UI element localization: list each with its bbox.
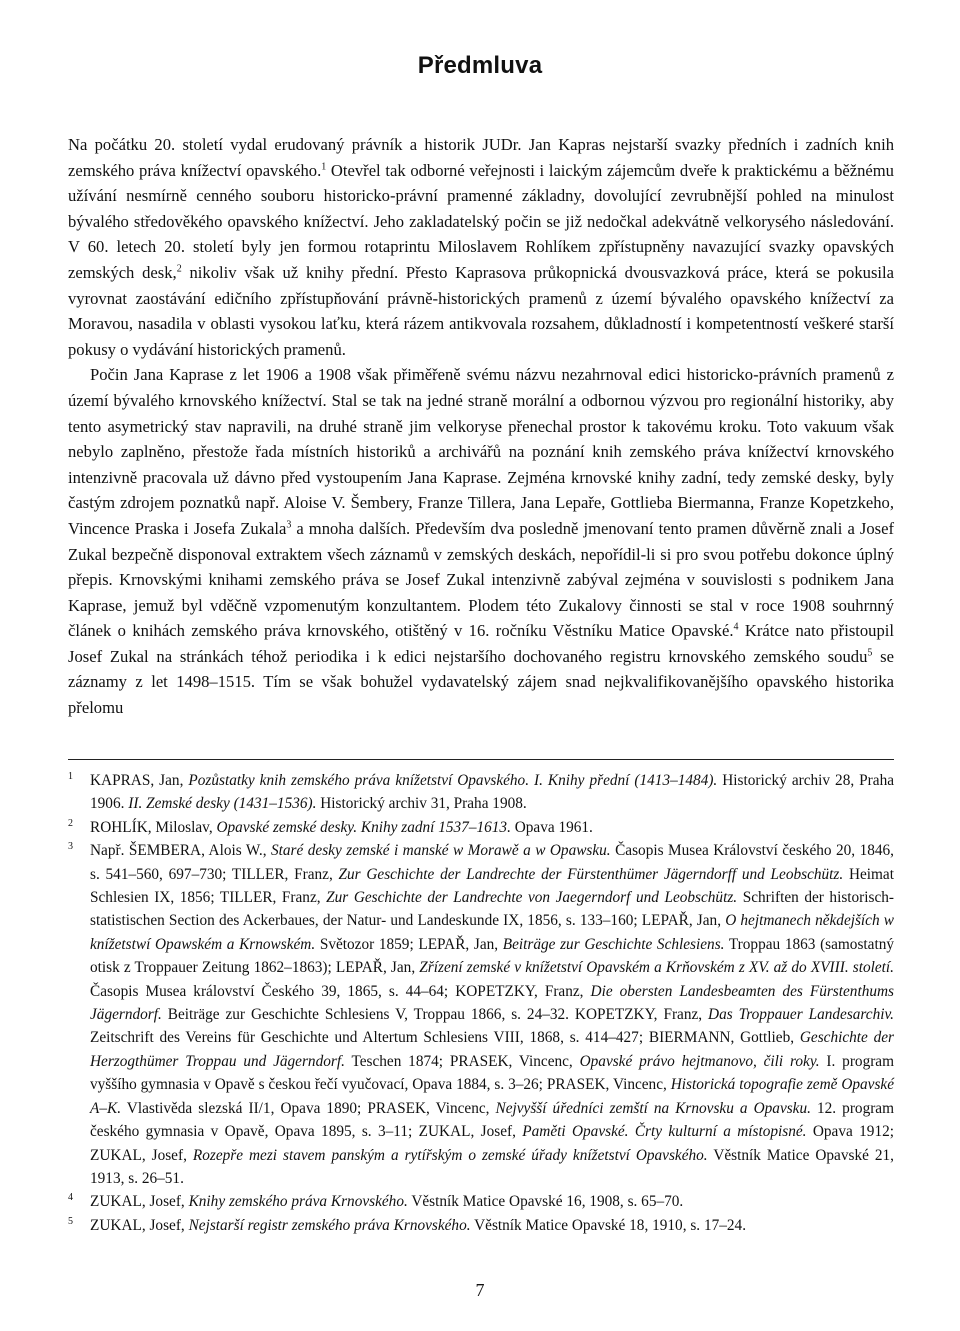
footnote-title: Historická topografie země Opavské A–K. xyxy=(90,1076,894,1117)
footnote xyxy=(68,769,894,816)
footnote-title: Beiträge zur Geschichte Schlesiens. xyxy=(502,935,725,953)
footnote-text: Světozor 1859; LEPAŘ, Jan, xyxy=(315,935,503,953)
footnote-title: Nejstarší registr zemského práva Krnovského. xyxy=(188,1216,471,1234)
footnote-text: Časopis Musea Království českého 20, 1846, s. 541–560, 697–730; TILLER, Franz, xyxy=(90,842,894,883)
text-run: nikoliv však už knihy přední. Přesto Kaprasova průkopnická dvousvazková práce, která se pokusila vyrovnat zaostávání edičního zpřístupňování právně-historických pramenů z území bývalého opavského knížectví za Moravou, nasadila v oblasti vysokou laťku, která rázem antikvovala rozsahem, důkladností i kompetentností veškeré starší pokusy o vydávání historických pramenů. xyxy=(68,262,894,359)
footnote-title: Zur Geschichte der Landrechte von Jaegerndorf und Leobschütz. xyxy=(326,889,738,907)
footnote-text: Teschen 1874; PRASEK, Vincenc, xyxy=(344,1052,580,1070)
footnote-text: Historický archiv 31, Praha 1908. xyxy=(316,795,527,813)
footnote-title: Zřízení zemské v knížetství Opavském a Krňovském z XV. až do XVIII. století. xyxy=(419,959,895,977)
footnote-ref[interactable]: 4 xyxy=(733,621,739,633)
footnote-text: Heimat Schlesien IX, 1856; TILLER, Franz, xyxy=(90,865,894,907)
footnote-separator xyxy=(68,759,894,760)
footnote-title: Rozepře mezi stavem panským a rytířským o zemské úřady knížetství Opavského. xyxy=(192,1146,708,1164)
footnote-text: ZUKAL, Josef, xyxy=(90,1216,189,1234)
footnote-text: Věstník Matice Opavské 16, 1908, s. 65–70. xyxy=(407,1193,684,1211)
footnote-title: Nejvyšší úředníci zemští na Krnovsku a Opavsku. xyxy=(495,1099,811,1117)
text-run: Počin Jana Kaprase z let 1906 a 1908 však přiměřeně svému názvu nezahrnoval edici historicko-právních pramenů z území bývalého krnovského knížectví. Stal se tak na jedné straně morální a odbornou výzvou pro regionální historiky, aby tento asymetrický stav napravili, na druhé straně jim velkoryse přenechal prostor k takovému kroku. Toto vakuum však nebylo zaplněno, přestože řada místních historiků a archivářů na poznání knih zemského práva knížectví krnovského intenzivně pracovala už dávno před vystoupením Jana Kaprase. Zejména krnovské knihy zadní, tedy zemské desky, byly častým zdrojem poznatků např. Aloise V. Šembery, Franze Tillera, Jana Lepaře, Gottlieba Biermanna, Franze Kopetzkeho, Vincence Praska i Josefa Zukala xyxy=(68,365,894,538)
footnote-number: 4 xyxy=(68,1192,73,1204)
footnote-title: Knihy zemského práva Krnovského. xyxy=(188,1193,408,1211)
footnote-title: O hejtmanech někdejších w knížetstwí Opawském a Krnowském. xyxy=(90,912,894,953)
footnote-text: I. program vyššího gymnasia v Opavě s českou řečí vyučovací, Opava 1884, s. 3–26; PRASEK, Vincenc, xyxy=(90,1052,894,1094)
footnote-title: Staré desky zemské i manské w Morawě a w Opawsku. xyxy=(271,842,611,860)
page-number: 7 xyxy=(475,1280,485,1300)
paragraph xyxy=(68,362,894,720)
footnote-title: Paměti Opavské. Črty kulturní a místopisné. xyxy=(522,1123,807,1141)
footnote-ref[interactable]: 5 xyxy=(867,647,873,659)
text-run: Otevřel tak odborné veřejnosti i laickým zájemcům dveře k praktickému a běžnému užívání nesmírně cenného souboru historicko-právní pramenné základny, dovolující zevrubnější pohled na minulost bývalého středověkého opavského knížectví. Jeho zakladatelský počin se již nedočkal adekvátně velkorysého následování. V 60. letech 20. století byly jen formou rotaprintu Miloslavem Rohlíkem zpřístupněny navazující svazky opavských zemských desk, xyxy=(68,160,894,282)
footnote-number: 1 xyxy=(68,771,73,782)
footnote-title: Das Troppauer Landesarchiv. xyxy=(708,1006,894,1024)
footnote-number: 3 xyxy=(68,841,73,853)
footnote-text: Vlastivěda slezská II/1, Opava 1890; PRASEK, Vincenc, xyxy=(121,1099,496,1117)
footnote-number: 5 xyxy=(68,1215,73,1227)
footnote-title: Opavské zemské desky. Knihy zadní 1537–1613. xyxy=(216,818,511,836)
footnote-title: Geschichte der Herzogthümer Troppau und Jägerndorf. xyxy=(90,1029,895,1070)
footnote-text: Věstník Matice Opavské 21, 1913, s. 26–51. xyxy=(90,1146,894,1187)
footnote-text: ROHLÍK, Miloslav, xyxy=(90,818,217,836)
footnote-text: Troppau 1863 (samostatný otisk z Troppauer Zeitung 1862–1863); LEPAŘ, Jan, xyxy=(90,935,894,977)
footnote-text: Beiträge zur Geschichte Schlesiens V, Troppau 1866, s. 24–32. KOPETZKY, Franz, xyxy=(161,1006,709,1024)
footnote-text: ZUKAL, Josef, xyxy=(90,1193,189,1211)
footnote-ref[interactable]: 2 xyxy=(176,263,182,275)
footnote xyxy=(68,1214,894,1237)
footnote xyxy=(68,816,894,839)
footnote-text: Opava 1961. xyxy=(510,818,593,836)
footnotes xyxy=(68,769,894,1237)
footnote-text: Schriften der historisch-statistischen Section des Ackerbaues, der Natur- und Landeskunde IX, 1856, s. 133–160; LEPAŘ, Jan, xyxy=(90,889,895,930)
footnote-text: Např. ŠEMBERA, Alois W., xyxy=(90,842,272,860)
text-run: Krátce nato přistoupil Josef Zukal na stránkách téhož periodika i k edici nejstaršího dochovaného registru krnovského zemského soudu xyxy=(68,621,895,666)
footnote-ref[interactable]: 3 xyxy=(286,519,292,531)
footnote-text: Opava 1912; ZUKAL, Josef, xyxy=(90,1123,894,1164)
footnote-text: KAPRAS, Jan, xyxy=(90,772,189,789)
page-title: Předmluva xyxy=(417,52,543,79)
footnote xyxy=(68,839,894,1190)
footnote-text: Historický archiv 28, Praha 1906. xyxy=(90,772,895,813)
text-run: Na počátku 20. století vydal erudovaný právník a historik JUDr. Jan Kapras nejstarší svazky předních i zadních knih zemského práva knížectví opavského. xyxy=(68,135,894,180)
text-run: se záznamy z let 1498–1515. Tím se však bohužel vydavatelský zájem snad nejkvalifikovanějšího opavského historika přelomu xyxy=(68,646,894,718)
footnote-text: Časopis Musea království Českého 39, 1865, s. 44–64; KOPETZKY, Franz, xyxy=(90,982,591,1000)
footnote-text: Zeitschrift des Vereins für Geschichte und Altertum Schlesiens VIII, 1868, s. 414–427; BIERMANN, Gottlieb, xyxy=(90,1029,800,1047)
footnote-title: II. Zemské desky (1431–1536). xyxy=(128,795,317,813)
paragraph xyxy=(68,132,894,362)
footnote-ref[interactable]: 1 xyxy=(321,161,327,173)
footnote-title: Zur Geschichte der Landrechte der Fürstenthümer Jägerndorff und Leobschütz. xyxy=(338,865,844,883)
footnote xyxy=(68,1190,894,1213)
footnote-title: Opavské právo hejtmanovo, čili roky. xyxy=(579,1052,820,1070)
footnote-number: 2 xyxy=(68,817,73,829)
footnote-title: Die obersten Landesbeamten des Fürstenthums Jägerndorf. xyxy=(90,982,894,1024)
main-text xyxy=(68,132,894,721)
footnote-title: Pozůstatky knih zemského práva knížetství Opavského. I. Knihy přední (1413–1484). xyxy=(188,772,718,789)
footnote-text: 12. program českého gymnasia v Opavě, Opava 1895, s. 3–11; ZUKAL, Josef, xyxy=(90,1099,894,1141)
text-run: a mnoha dalších. Především dva posledně jmenovaní tento pramen důvěrně znali a Josef Zukal bezpečně disponoval extraktem všech záznamů v zemských deskách, nepořídil-li si pro svou potřebu dokonce úplný přepis. Krnovskými knihami zemského práva se Josef Zukal intenzivně zabýval zejména v souvislosti s podnikem Jana Kaprase, jemuž byl vděčně vzpomenutým konzultantem. Plodem této Zukalovy činnosti se stal v roce 1908 souhrnný článek o knihách zemského práva krnovského, otištěný v 16. ročníku Věstníku Matice Opavské. xyxy=(68,518,894,641)
footnote-text: Věstník Matice Opavské 18, 1910, s. 17–24. xyxy=(470,1216,747,1234)
